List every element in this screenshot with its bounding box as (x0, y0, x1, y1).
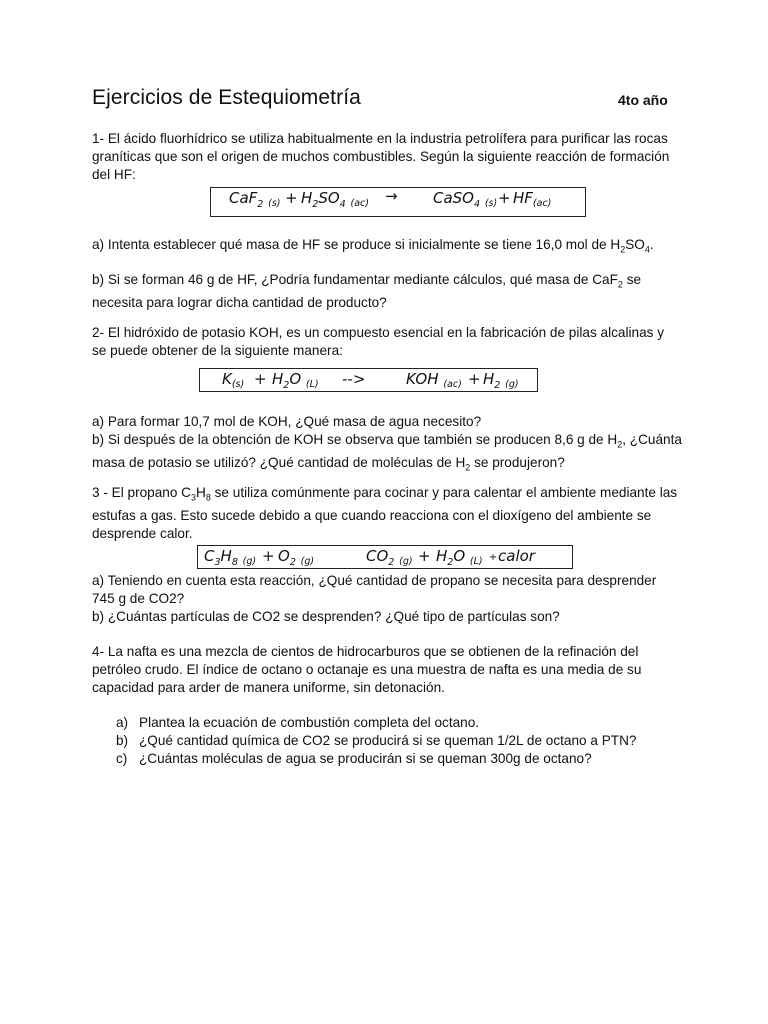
list-item-text: Plantea la ecuación de combustión completa del octano. (139, 715, 480, 730)
eq3-plus-1: + (262, 547, 275, 565)
exercise-3-question-a: a) Teniendo en cuenta esta reacción, ¿Qué cantidad de propano se necesita para desprender 745 g de CO2? (92, 573, 657, 606)
eq1-product-2: $HF_{(ac)}$ (513, 189, 552, 209)
eq1-reactant-1: CaF$_2$ $_{(s)}$ (229, 189, 281, 210)
list-item-text: ¿Qué cantidad química de CO2 se producirá si se queman 1/2L de octano a PTN? (139, 733, 637, 748)
page-title: Ejercicios de Estequiometría (92, 86, 361, 109)
equation-1-box (210, 187, 586, 217)
eq2-product-1: KOH $_{(ac)}$ (406, 370, 462, 390)
list-item (116, 750, 696, 768)
eq2-product-2: $H_2$ $_{(g)}$ (483, 370, 519, 391)
list-item (116, 732, 696, 750)
exercise-3-intro: 3 - El propano $C_3H_8$ se utiliza comúnmente para cocinar y para calentar el ambiente mediante las estufas a gas. Esto sucede debido a que cuando reacciona con el dioxígeno del ambiente se desprende calor. (92, 485, 678, 541)
eq3-product-2: $H_2O$ $_{(L)}$ (436, 547, 483, 568)
exercise-2-question-b: b) Si después de la obtención de KOH se observa que también se producen 8,6 g de $H_2$, ¿Cuánta masa de potasio se utilizó? ¿Qué cantidad de moléculas de $H_2$ se produjeron? (92, 432, 682, 473)
eq3-plus-3: + (489, 552, 497, 563)
eq3-reactant-1: $C_3H_8$ $_{(g)}$ (204, 547, 257, 568)
equation-3-box (197, 545, 573, 569)
eq1-plus-2: + (498, 189, 511, 207)
exercise-1-question-b: b) Si se forman 46 g de HF, ¿Podría fundamentar mediante cálculos, qué masa de CaF$_2$ se necesita para lograr dicha cantidad de producto? (92, 272, 642, 310)
list-item (116, 714, 696, 732)
list-item-text: ¿Cuántas moléculas de agua se producirán si se queman 300g de octano? (139, 751, 592, 766)
eq2-plus-2: + (468, 370, 481, 388)
exercise-3-question-b: b) ¿Cuántas partículas de CO2 se desprenden? ¿Qué tipo de partículas son? (92, 609, 560, 624)
list-item-marker: a) (116, 715, 129, 730)
eq3-reactant-2: $O_2$ $_{(g)}$ (278, 547, 315, 568)
eq3-plus-2: + (418, 547, 431, 565)
eq3-product-3: calor (498, 547, 535, 565)
equation-2-box (199, 368, 538, 392)
exercise-4-intro: 4- La nafta es una mezcla de cientos de hidrocarburos que se obtienen de la refinación del petróleo crudo. El índice de octano o octanaje es una muestra de nafta es una media de su capacidad para arder de manera uniforme, sin detonación. (92, 644, 642, 695)
eq2-arrow-icon: --> (342, 370, 366, 388)
exercise-1-question-a: a) Intenta establecer qué masa de HF se produce si inicialmente se tiene 16,0 mol de $H_2SO_4$. (92, 237, 654, 255)
eq1-product-1: CaSO$_4$ $_{(s)}$ (433, 189, 498, 210)
eq2-reactant-2: $H_2O$ $_{(L)}$ (272, 370, 319, 391)
eq2-plus-1: + (254, 370, 267, 388)
exercise-2-intro: 2- El hidróxido de potasio KOH, es un compuesto esencial en la fabricación de pilas alcalinas y se puede obtener de la siguiente manera: (92, 325, 665, 358)
eq2-reactant-1: $K_{(s)}$ (222, 370, 245, 390)
eq1-plus-1: + (285, 189, 298, 207)
exercise-1-intro: 1- El ácido fluorhídrico se utiliza habitualmente en la industria petrolífera para purificar las rocas graníticas que son el origen de muchos combustibles. Según la siguiente reacción de formación del HF: (92, 131, 670, 182)
eq1-arrow-icon: → (385, 187, 398, 205)
exercise-4-list (116, 714, 696, 768)
exercise-2-question-a: a) Para formar 10,7 mol de KOH, ¿Qué masa de agua necesito? (92, 414, 482, 429)
list-item-marker: c) (116, 751, 128, 766)
eq3-product-1: $CO_2$ $_{(g)}$ (366, 547, 413, 568)
grade-label: 4to año (618, 92, 668, 108)
list-item-marker: b) (116, 733, 129, 748)
eq1-reactant-2: $H_2SO_4$ $_{(ac)}$ (301, 189, 369, 210)
